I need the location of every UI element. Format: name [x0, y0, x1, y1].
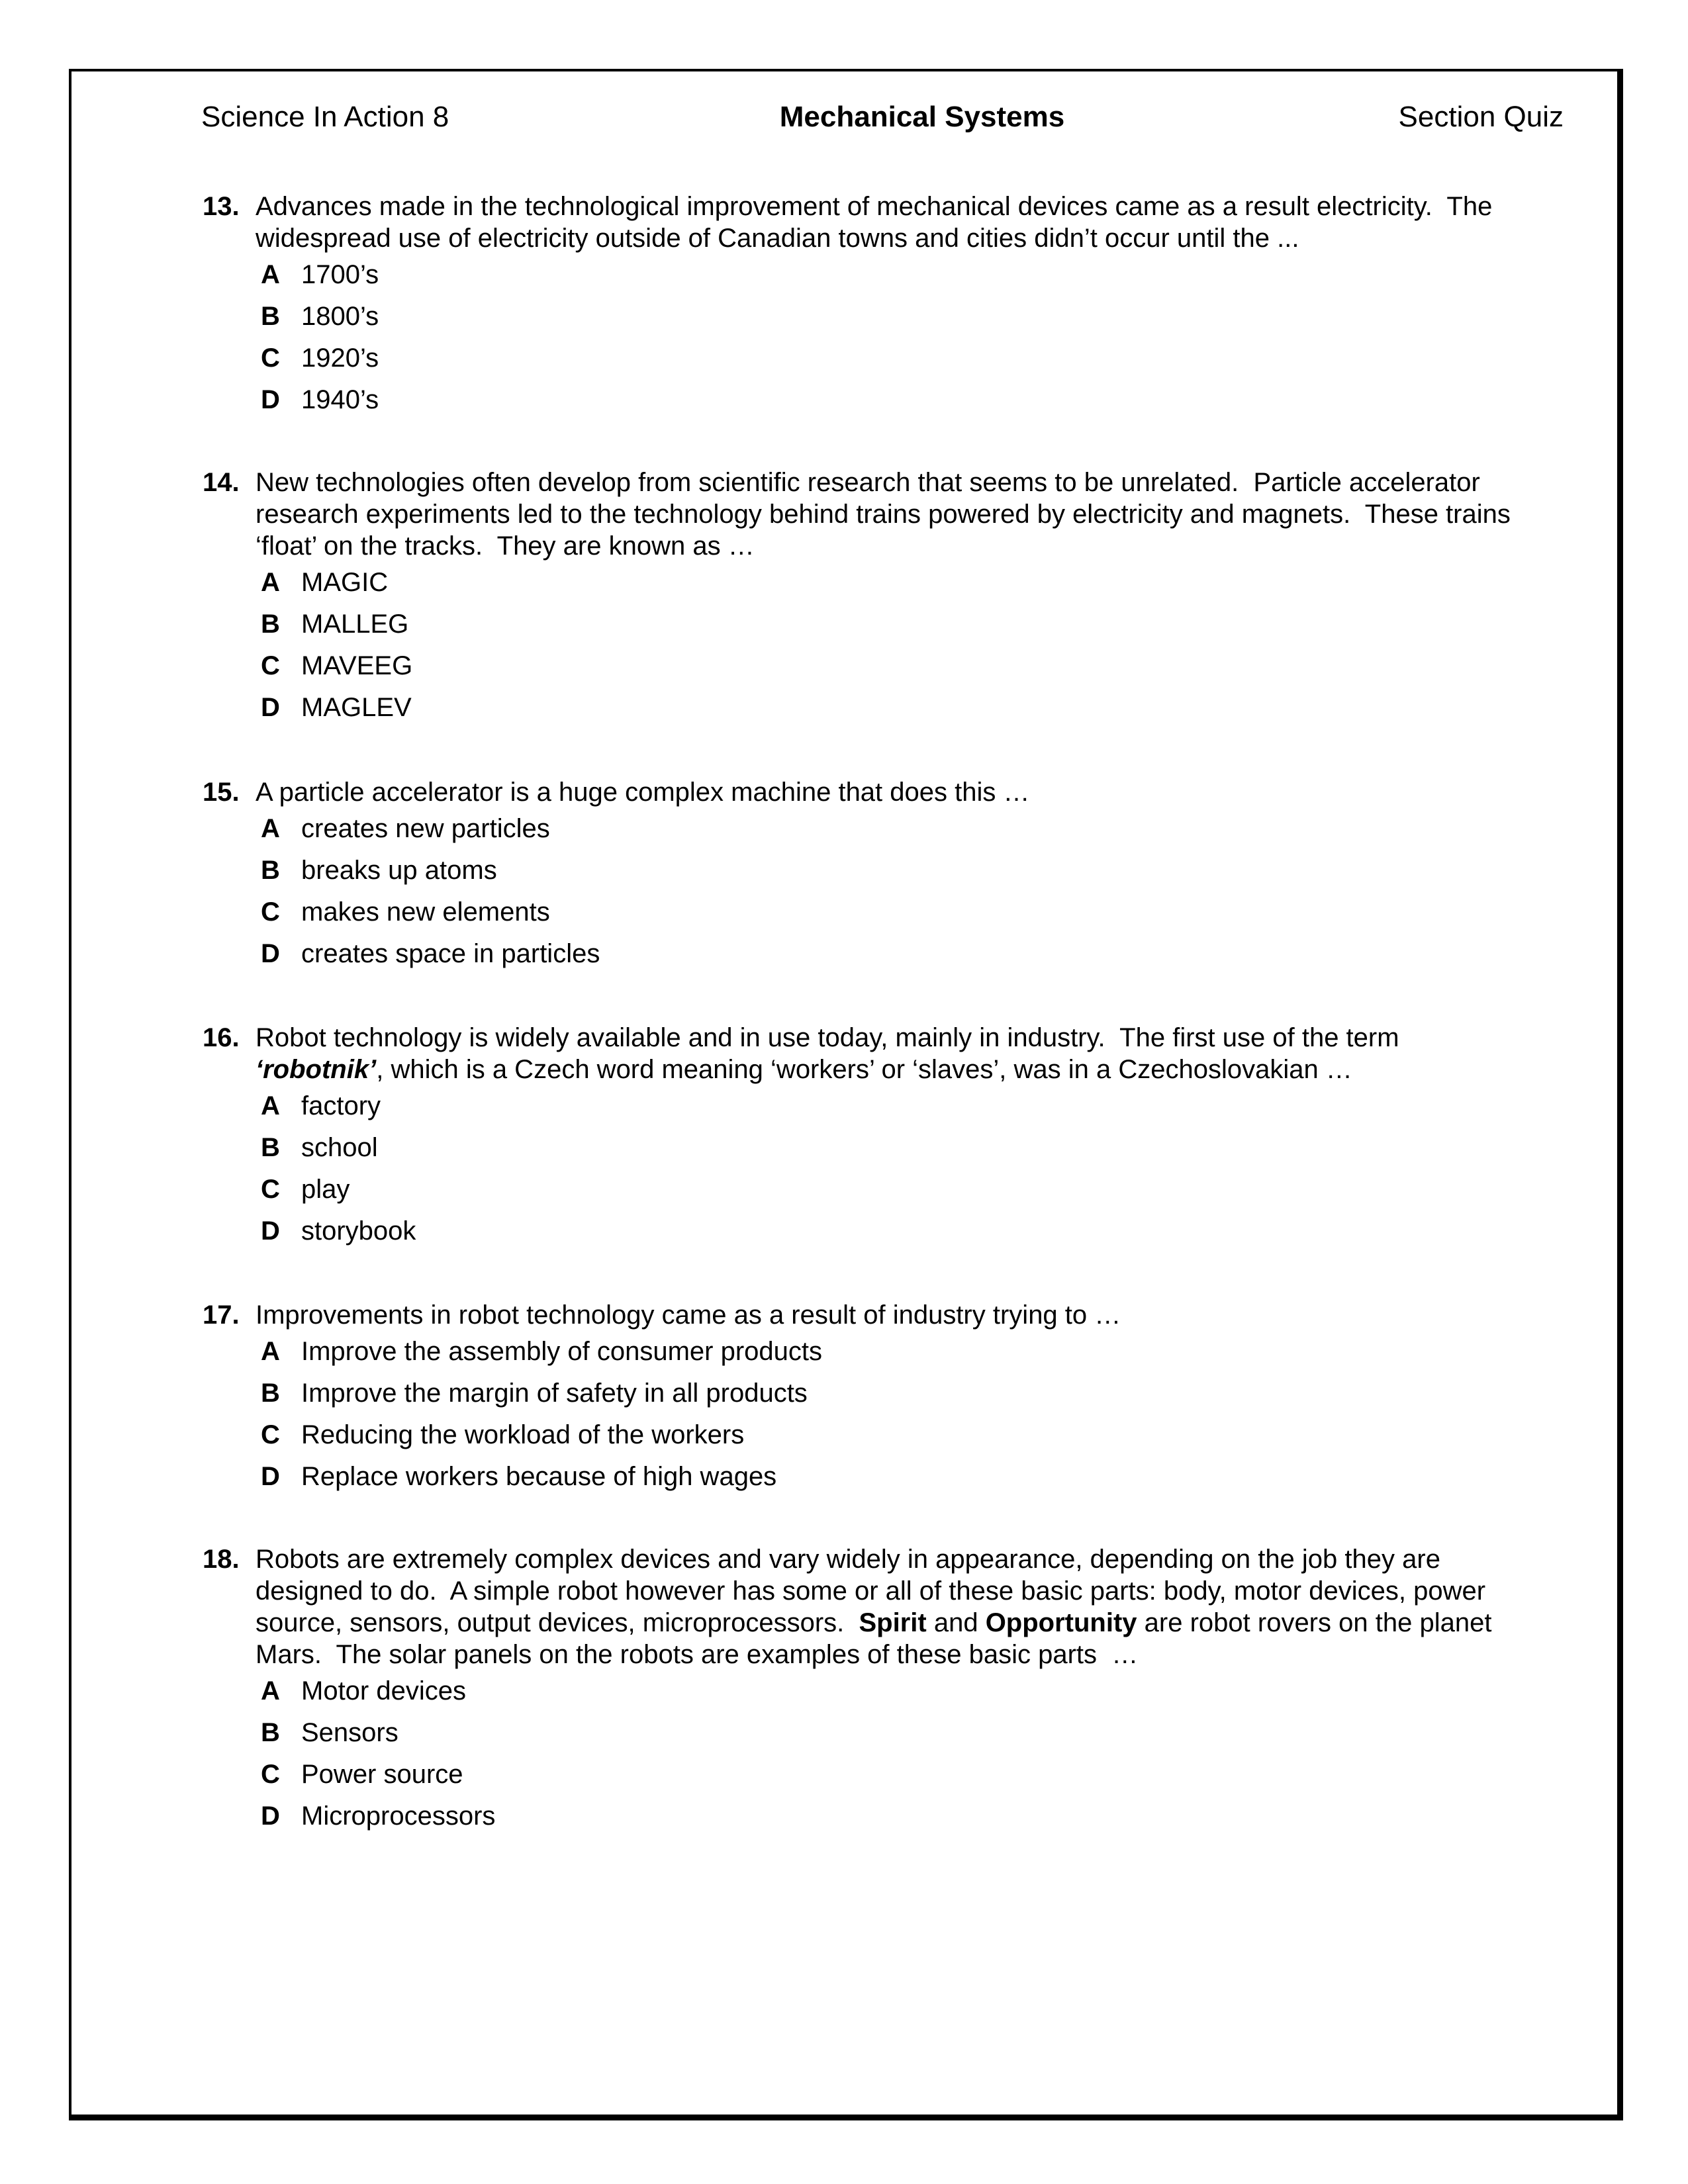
question-text: A particle accelerator is a huge complex machine that does this …: [256, 778, 1030, 807]
answer-option[interactable]: [203, 1456, 1586, 1498]
option-text: school: [301, 1133, 378, 1162]
option-letter: D: [261, 693, 280, 722]
option-text: MAGIC: [301, 568, 389, 597]
option-letter: A: [261, 568, 280, 597]
question-text-line: [203, 776, 1586, 808]
answer-option[interactable]: [203, 1085, 1586, 1127]
answer-option[interactable]: [203, 338, 1586, 379]
question-text: Robots are extremely complex devices and vary widely in appearance, depending on the job they are: [256, 1545, 1440, 1574]
question-16: [203, 1022, 1586, 1252]
question-text: Spirit: [859, 1608, 927, 1637]
answer-option[interactable]: [203, 1414, 1586, 1456]
question-number: 13.: [203, 192, 240, 221]
option-text: creates space in particles: [301, 939, 600, 968]
option-letter: C: [261, 1175, 280, 1204]
question-text: Improvements in robot technology came as a result of industry trying to …: [256, 1300, 1121, 1330]
option-letter: B: [261, 1133, 280, 1162]
question-text-line: [203, 530, 1586, 562]
option-letter: A: [261, 814, 280, 843]
question-text-line: [203, 498, 1586, 530]
question-text: ‘robotnik’: [256, 1055, 377, 1084]
answer-option[interactable]: [203, 645, 1586, 687]
question-14: [203, 467, 1586, 729]
answer-option[interactable]: [203, 891, 1586, 933]
option-text: play: [301, 1175, 350, 1204]
option-letter: D: [261, 1462, 280, 1491]
question-text-line: [203, 1022, 1586, 1054]
question-text: designed to do. A simple robot however has some or all of these basic parts: body, motor devices, power: [256, 1576, 1486, 1606]
answer-option[interactable]: [203, 1169, 1586, 1210]
option-text: Sensors: [301, 1718, 399, 1747]
option-letter: C: [261, 1760, 280, 1789]
option-letter: D: [261, 1801, 280, 1831]
unit-title: Mechanical Systems: [779, 101, 1065, 133]
option-letter: C: [261, 651, 280, 680]
question-text: New technologies often develop from scientific research that seems to be unrelated. Particle accelerator: [256, 468, 1480, 497]
question-text-line: [203, 1607, 1586, 1639]
answer-option[interactable]: [203, 1754, 1586, 1796]
question-13: [203, 191, 1586, 421]
option-text: 1940’s: [301, 385, 379, 414]
option-letter: C: [261, 343, 280, 373]
answer-option[interactable]: [203, 296, 1586, 338]
question-18: [203, 1543, 1586, 1837]
course-title: Science In Action 8: [201, 101, 449, 133]
answer-option[interactable]: [203, 604, 1586, 645]
option-letter: C: [261, 1420, 280, 1449]
option-text: makes new elements: [301, 897, 550, 927]
option-text: Motor devices: [301, 1676, 466, 1706]
answer-option[interactable]: [203, 1210, 1586, 1252]
question-text: ‘float’ on the tracks. They are known as …: [256, 531, 755, 561]
question-text: widespread use of electricity outside of Canadian towns and cities didn’t occur until the ...: [256, 224, 1299, 253]
option-text: Replace workers because of high wages: [301, 1462, 777, 1491]
question-text: , which is a Czech word meaning ‘workers’ or ‘slaves’, was in a Czechoslovakian …: [376, 1055, 1352, 1084]
quiz-type: Section Quiz: [1398, 101, 1564, 133]
option-letter: D: [261, 385, 280, 414]
option-text: Improve the margin of safety in all products: [301, 1379, 808, 1408]
question-text: research experiments led to the technology behind trains powered by electricity and magnets. These trains: [256, 500, 1511, 529]
answer-option[interactable]: [203, 254, 1586, 296]
option-text: Power source: [301, 1760, 463, 1789]
answer-option[interactable]: [203, 1331, 1586, 1373]
answer-option[interactable]: [203, 933, 1586, 975]
question-text: Mars. The solar panels on the robots are examples of these basic parts …: [256, 1640, 1139, 1669]
question-text-line: [203, 191, 1586, 222]
option-letter: A: [261, 1091, 280, 1120]
question-text: source, sensors, output devices, microprocessors.: [256, 1608, 859, 1637]
question-number: 15.: [203, 778, 240, 807]
question-text: and: [926, 1608, 986, 1637]
option-text: Improve the assembly of consumer products: [301, 1337, 823, 1366]
answer-option[interactable]: [203, 562, 1586, 604]
question-15: [203, 776, 1586, 975]
option-text: factory: [301, 1091, 381, 1120]
question-number: 14.: [203, 468, 240, 497]
option-letter: C: [261, 897, 280, 927]
question-text: Advances made in the technological improvement of mechanical devices came as a result electricity. The: [256, 192, 1493, 221]
question-text-line: [203, 1543, 1586, 1575]
option-letter: B: [261, 1718, 280, 1747]
question-text: Robot technology is widely available and in use today, mainly in industry. The first use of the term: [256, 1023, 1399, 1052]
answer-option[interactable]: [203, 808, 1586, 850]
option-text: 1700’s: [301, 260, 379, 289]
option-letter: A: [261, 260, 280, 289]
answer-option[interactable]: [203, 1127, 1586, 1169]
answer-option[interactable]: [203, 687, 1586, 729]
option-text: 1800’s: [301, 302, 379, 331]
option-letter: B: [261, 1379, 280, 1408]
answer-option[interactable]: [203, 379, 1586, 421]
option-text: Reducing the workload of the workers: [301, 1420, 745, 1449]
question-number: 16.: [203, 1023, 240, 1052]
question-17: [203, 1299, 1586, 1498]
option-letter: B: [261, 302, 280, 331]
option-text: MAGLEV: [301, 693, 412, 722]
option-letter: A: [261, 1676, 280, 1706]
question-text-line: [203, 222, 1586, 254]
question-text: Opportunity: [985, 1608, 1137, 1637]
question-number: 18.: [203, 1545, 240, 1574]
option-text: breaks up atoms: [301, 856, 497, 885]
option-text: 1920’s: [301, 343, 379, 373]
option-letter: B: [261, 610, 280, 639]
question-text-line: [203, 1054, 1586, 1085]
option-text: MALLEG: [301, 610, 409, 639]
option-text: Microprocessors: [301, 1801, 496, 1831]
option-letter: D: [261, 939, 280, 968]
answer-option[interactable]: [203, 1796, 1586, 1837]
answer-option[interactable]: [203, 1373, 1586, 1414]
option-text: MAVEEG: [301, 651, 413, 680]
answer-option[interactable]: [203, 1670, 1586, 1712]
option-letter: A: [261, 1337, 280, 1366]
option-text: storybook: [301, 1216, 416, 1246]
question-text-line: [203, 1575, 1586, 1607]
question-text: are robot rovers on the planet: [1137, 1608, 1492, 1637]
question-text-line: [203, 1639, 1586, 1670]
option-letter: B: [261, 856, 280, 885]
answer-option[interactable]: [203, 1712, 1586, 1754]
question-number: 17.: [203, 1300, 240, 1330]
answer-option[interactable]: [203, 850, 1586, 891]
question-text-line: [203, 467, 1586, 498]
option-text: creates new particles: [301, 814, 550, 843]
option-letter: D: [261, 1216, 280, 1246]
question-text-line: [203, 1299, 1586, 1331]
